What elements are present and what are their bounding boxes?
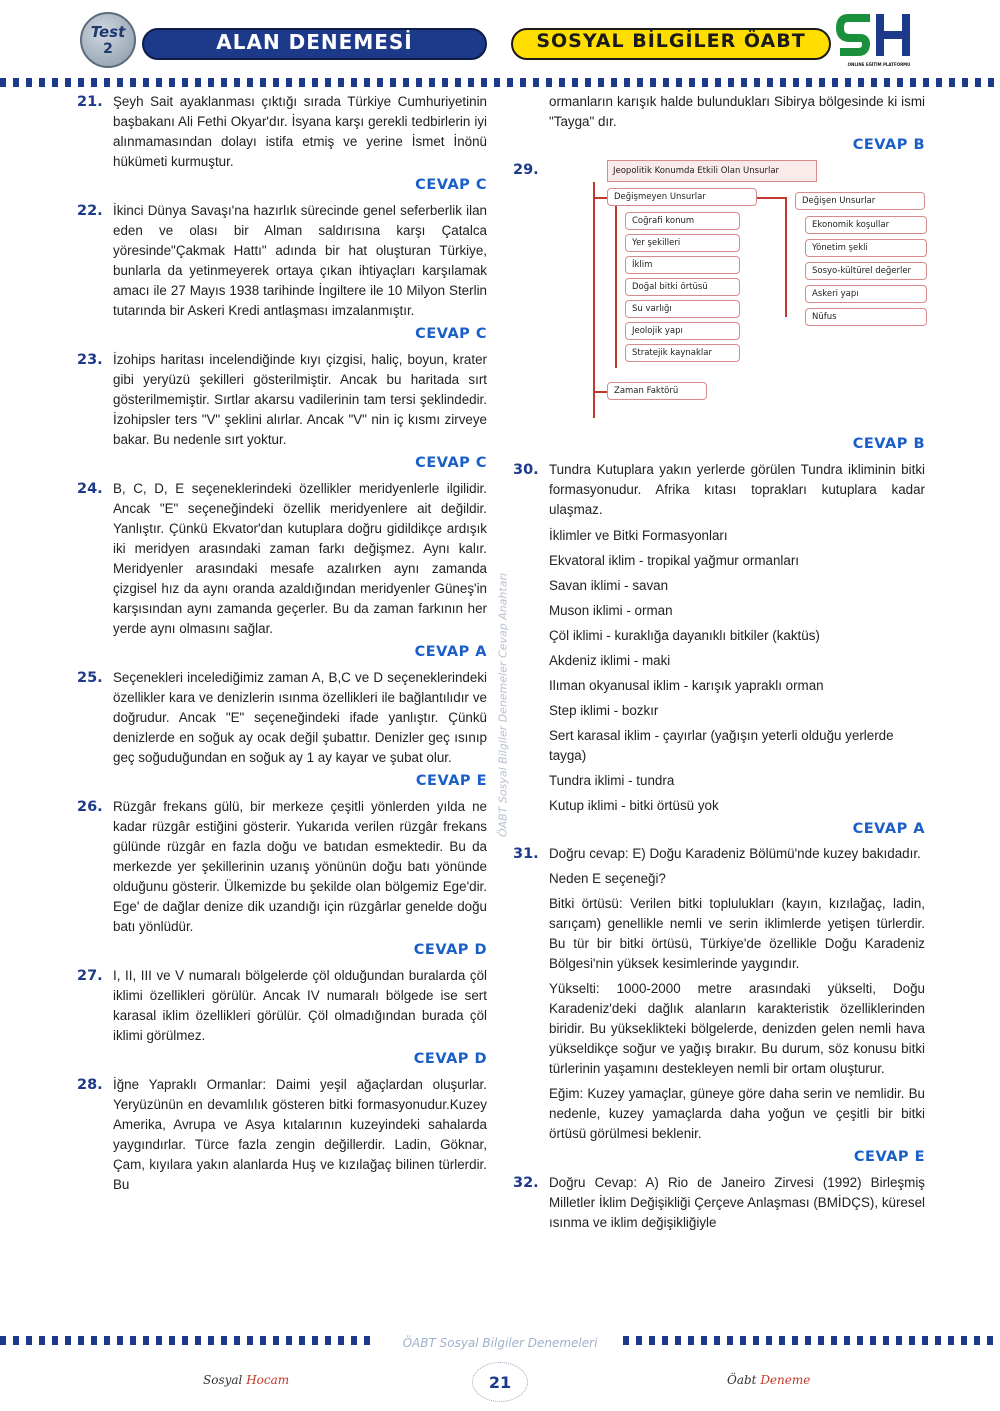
question-text: B, C, D, E seçeneklerindeki özellikler meridyenlerle ilgilidir. Ancak "E" seçeneğindeki özellik meridyenlere ait değildir. Yanlıştır. Çünkü Ekvator'dan kutuplara doğru gidildikçe ardışık iki meridyen arasındaki zaman farkı değişmez. Aynı kalır. Meridyenler arasındaki mesafe azalırken aynı zamanda çizgisel hız da aynı oranda azaldığından meridyenler Güneş'in karşısından aynı zamanda geçerler. Bu da zaman farkının her yerde aynı olmasını sağlar. [113,481,487,636]
question-text: Doğru Cevap: A) Rio de Janeiro Zirvesi (1992) Birleşmiş Milletler İklim Değişikliği Çerçeve Anlaşması (BMİDÇS), küresel ısınma ve iklim değişikliğiyle [549,1175,925,1230]
question-32 [513,1173,925,1233]
question-27 [77,966,487,1069]
page-header [0,0,1000,80]
question-text: İkinci Dünya Savaşı'na hazırlık sürecinde genel seferberlik ilan eden ve olası bir Alman saldırısına karşı Çatalca yöresinde"Çakmak Hattı" adında bir hat oluşturan Türkiye, bunlarla da yetinmeyerek ortaya çıkan ihtiyaçları karşılamak amacı ile 27 Mayıs 1938 tarihinde İngiltere ile 10 Milyon Sterlin tutarında bir Askeri Kredi antlaşması imzalanmıştır. [113,203,487,318]
answer-label: CEVAP A [414,644,487,660]
climate-line: Ekvatoral iklim - tropikal yağmur ormanları [549,553,800,568]
question-number: 21. [77,94,103,110]
answer-label: CEVAP D [413,942,487,958]
brand-tagline: ONLINE EĞİTİM PLATFORMU [847,62,911,67]
question-number: 29. [513,162,539,178]
question-29 [513,160,925,454]
climate-line: Step iklimi - bozkır [549,703,659,718]
question-23 [77,350,487,473]
diagram-right-item: Yönetim şekli [805,239,927,257]
footer-right-highlight: Deneme [760,1373,811,1387]
left-column [77,92,487,1201]
question-number: 28. [77,1077,103,1093]
diagram-left-item: Su varlığı [625,300,740,318]
climate-line: Akdeniz iklimi - maki [549,653,671,668]
question-25 [77,668,487,791]
diagram-connector [615,206,617,368]
answer-label: CEVAP B [852,137,925,153]
answer-label: CEVAP D [413,1051,487,1067]
question-text: ormanların karışık halde bulundukları Sibirya bölgesinde ki ismi "Tayga" dır. [549,94,925,129]
question-28 [77,1075,487,1195]
diagram-left-item: Jeolojik yapı [625,322,740,340]
answer-label: CEVAP A [852,821,925,837]
question-text: Doğru cevap: E) Doğu Karadeniz Bölümü'nde kuzey bakıdadır. [549,846,921,861]
question-number: 24. [77,481,103,497]
diagram-left-item: Yer şekilleri [625,234,740,252]
climate-line: Ilıman okyanusal iklim - karışık yapraklı orman [549,678,824,693]
question-24 [77,479,487,662]
question-30 [513,460,925,520]
answer-label: CEVAP B [852,436,925,452]
footer-left-text: Sosyal [203,1373,247,1387]
footer-right-text: Öabt [727,1373,761,1387]
test-badge [80,12,136,68]
diagram-time-factor: Zaman Faktörü [607,382,707,400]
diagram-right-item: Nüfus [805,308,927,326]
diagram-right-item: Askeri yapı [805,285,927,303]
diagram-connector [593,182,595,418]
question-text: Neden E seçeneği? [549,871,666,886]
geopolitics-diagram [585,160,961,430]
question-number: 23. [77,352,103,368]
footer-brand-right [727,1373,810,1387]
question-text: Bitki örtüsü: Verilen bitki toplulukları (kayın, kızılağaç, ladin, sarıçam) genellikle nemli ve serin iklimlerde yetişen türlerdir. Bu tür bir bitki örtüsü, Türkiye'de özellikle Doğu Karadeniz Bölgesi'nin yüksek kesimlerinde yaygındır. [549,896,925,971]
diagram-left-item: Coğrafi konum [625,212,740,230]
footer-left-highlight: Hocam [246,1373,290,1387]
test-badge-number: 2 [103,41,113,57]
answer-label: CEVAP C [415,326,487,342]
question-31 [513,844,925,1167]
question-text: Rüzgâr frekans gülü, bir merkeze çeşitli yönlerden yılda ne kadar rüzgâr estiğini gösterir. Yukarıda verilen rüzgâr frekans gülünde rüzgâr en fazla doğu ve batıdan esmektedir. Bu da merkezde yer şekillerinin uzanış yönünün doğu batı yönünde olduğunu gösterir. Ülkemizde bu şekilde olan bölgemiz Ege'dir. Ege' de dağlar denize dik uzandığı için rüzgârlar genelde doğu batı yönlüdür. [113,799,487,934]
right-column [513,92,925,1239]
question-number: 30. [513,462,539,478]
test-badge-label: Test [90,23,126,41]
answer-label: CEVAP E [853,1149,925,1165]
question-21 [77,92,487,195]
diagram-right-head: Değişen Unsurlar [795,192,925,210]
diagram-connector [593,391,607,393]
climate-line: Muson iklimi - orman [549,603,673,618]
question-number: 26. [77,799,103,815]
question-number: 22. [77,203,103,219]
footer-brand-left [203,1373,289,1387]
diagram-right-item: Ekonomik koşullar [805,216,927,234]
climate-line: İklimler ve Bitki Formasyonları [549,528,728,543]
climate-line: Savan iklimi - savan [549,578,669,593]
question-text: İğne Yapraklı Ormanlar: Daimi yeşil ağaçlardan oluşurlar. Yeryüzünün en devamlılık gösteren bitki formasyonudur.Kuzey Amerika, Avrupa ve Asya kıtalarının kuzeyindeki sahalarda yaygındırlar. Türce fazla zengin değillerdir. Ladin, Göknar, Çam, kıyılara yakın alanlarda Huş ve kızılağaç bilinen türlerdir. Bu [113,1077,487,1192]
diagram-left-item: İklim [625,256,740,274]
watermark-text: ÖABT Sosyal Bilgiler Denemeler Cevap Anahtarı [496,572,510,838]
climate-line: Çöl iklimi - kuraklığa dayanıklı bitkiler (kaktüs) [549,628,820,643]
page-number: 21 [472,1362,528,1402]
top-divider [0,78,1000,87]
diagram-connector [757,197,785,199]
question-26 [77,797,487,960]
question-text: Şeyh Sait ayaklanması çıktığı sırada Türkiye Cumhuriyetinin başbakanı Ali Fethi Okyar'dır. İsyana karşı gerekli tedbirlerin iyi alınmamasından dolayı istifa etmiş ve yerine İsmet İnönü hükümeti kurmuştur. [113,94,487,169]
diagram-left-item: Stratejik kaynaklar [625,344,740,362]
diagram-left-item: Doğal bitki örtüsü [625,278,740,296]
footer-title: ÖABT Sosyal Bilgiler Denemeleri [402,1336,598,1350]
question-22 [77,201,487,344]
answer-label: CEVAP C [415,455,487,471]
answer-label: CEVAP C [415,177,487,193]
question-text: Eğim: Kuzey yamaçlar, güneye göre daha serin ve nemlidir. Bu nedenle, kuzey yamaçlarda daha yoğun ve çeşitli bir bitki örtüsü görülmesi beklenir. [549,1086,925,1141]
question-number: 32. [513,1175,539,1191]
question-text: I, II, III ve V numaralı bölgelerde çöl olduğundan buralarda çöl iklimi özellikleri görülür. Ancak IV numaralı bölgede ise sert karasal iklim özellikleri görülür. Çöl olmadığından burada çöl iklimi görülmez. [113,968,487,1043]
side-watermark [496,520,510,890]
question-text: Seçenekleri incelediğimiz zaman A, B,C ve D seçeneklerindeki özellikler kara ve denizlerin ısınma özellikleri ile bağlantılıdır ve doğrudur. Ancak "E" seçeneğindeki ifade yanlıştır. Çünkü denizlerde en soğuk ay ocak değil şubattır. Denizler geç ısınıp geç soğuduğundan en soğuk ay 1 ay kayar ve şubat olur. [113,670,487,765]
question-number: 27. [77,968,103,984]
diagram-right-item: Sosyo-kültürel değerler [805,262,927,280]
climate-line: Sert karasal iklim - çayırlar (yağışın yeterli olduğu yerlerde tayga) [549,728,894,763]
question-number: 25. [77,670,103,686]
diagram-root: Jeopolitik Konumda Etkili Olan Unsurlar [607,160,817,182]
question-number: 31. [513,846,539,862]
climate-line: Kutup iklimi - bitki örtüsü yok [549,798,719,813]
diagram-left-head: Değişmeyen Unsurlar [607,188,757,206]
climate-line: Tundra iklimi - tundra [549,773,675,788]
diagram-connector [785,197,787,317]
question-text: Tundra Kutuplara yakın yerlerde görülen Tundra ikliminin bitki formasyonudur. Afrika kıtası toprakları kutuplara kadar ulaşmaz. [549,462,925,517]
question-text: Yükselti: 1000-2000 metre arasındaki yükselti, Doğu Karadeniz'deki dağlık alanların karakteristik özelliklerinden biridir. Bu yükseklikteki bölgelerde, denizden gelen nemli hava yükseldikçe soğur ve yağış bırakır. Bu durum, söz konusu bitki türlerinin yaşamını destekleyen nemli bir ortam oluşturur. [549,981,925,1076]
question-text: İzohips haritası incelendiğinde kıyı çizgisi, haliç, boyun, krater gibi yeryüzü şekilleri gösterilmiştir. Ancak bu haritada sırt gösterilmemiştir. Sırtlar akarsu vadilerinin tam tersi şeklindedir. İzohipsler ters "V" şeklini alırlar. Ancak "V" nin iç kısmı zirveye bakar. Bu nedenle sırt yoktur. [113,352,487,447]
question-28-continued [513,92,925,155]
answer-label: CEVAP E [415,773,487,789]
exam-title: ALAN DENEMESİ [142,28,487,60]
diagram-connector [593,197,607,199]
subject-title: SOSYAL BİLGİLER ÖABT [511,28,831,60]
